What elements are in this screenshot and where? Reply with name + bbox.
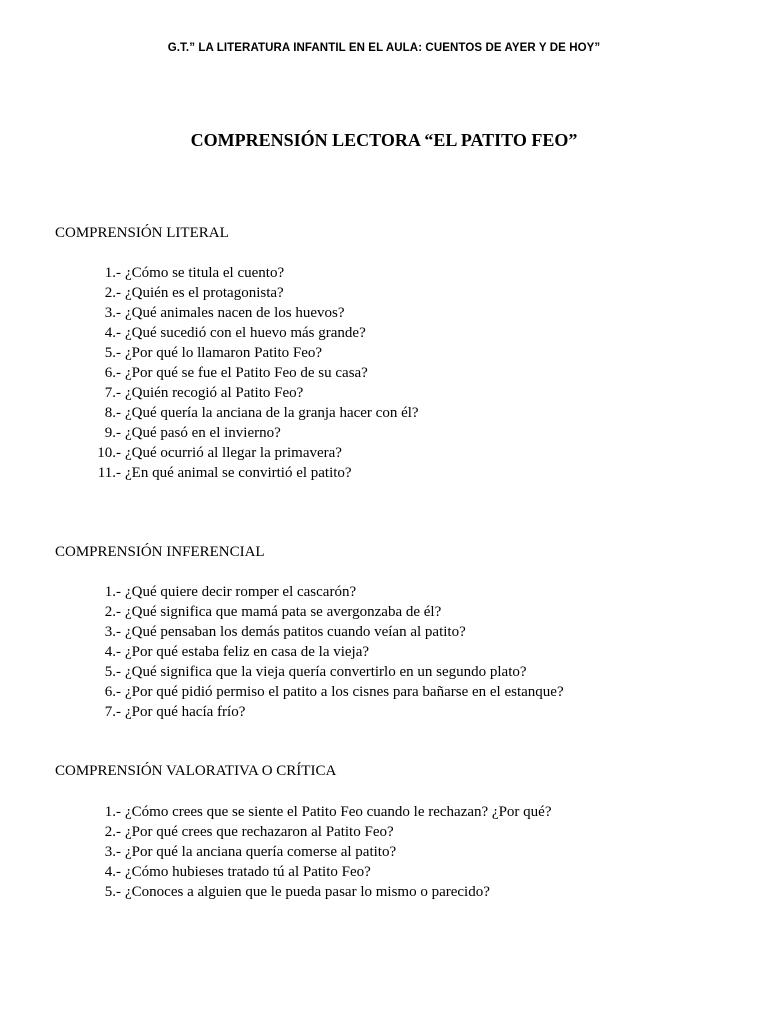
question-number: 7.- — [104, 704, 121, 720]
question-text: ¿Por qué pidió permiso el patito a los cisnes para bañarse en el estanque? — [125, 684, 564, 700]
question-number: 3.- — [104, 624, 121, 640]
question-number: 5.- — [104, 345, 121, 361]
question-number: 2.- — [104, 285, 121, 301]
question-number: 1.- — [104, 265, 121, 281]
question-number: 7.- — [104, 385, 121, 401]
section-heading-literal: COMPRENSIÓN LITERAL — [55, 225, 229, 241]
question-text: ¿Qué pasó en el invierno? — [125, 425, 281, 441]
question-number: 8.- — [104, 405, 121, 421]
question-number: 10.- — [97, 445, 121, 461]
question-text: ¿Por qué se fue el Patito Feo de su casa? — [125, 365, 368, 381]
question-number: 6.- — [104, 365, 121, 381]
question-number: 5.- — [104, 664, 121, 680]
question-number: 4.- — [104, 325, 121, 341]
question-number: 5.- — [104, 884, 121, 900]
question-text: ¿Por qué la anciana quería comerse al patito? — [125, 844, 397, 860]
question-text: ¿Qué significa que la vieja quería convertirlo en un segundo plato? — [125, 664, 527, 680]
question-text: ¿Conoces a alguien que le pueda pasar lo mismo o parecido? — [125, 884, 490, 900]
question-text: ¿Qué significa que mamá pata se avergonzaba de él? — [125, 604, 442, 620]
question-number: 9.- — [104, 425, 121, 441]
question-text: ¿Por qué estaba feliz en casa de la vieja? — [125, 644, 370, 660]
section-heading-valorativa: COMPRENSIÓN VALORATIVA O CRÍTICA — [55, 763, 337, 779]
question-text: ¿Qué quería la anciana de la granja hacer con él? — [125, 405, 419, 421]
question-text: ¿Por qué crees que rechazaron al Patito Feo? — [125, 824, 394, 840]
question-text: ¿Por qué lo llamaron Patito Feo? — [125, 345, 323, 361]
page-title: COMPRENSIÓN LECTORA “EL PATITO FEO” — [190, 130, 578, 150]
question-text: ¿En qué animal se convirtió el patito? — [125, 465, 352, 481]
question-number: 11.- — [97, 465, 121, 481]
question-text: ¿Qué pensaban los demás patitos cuando veían al patito? — [125, 624, 466, 640]
question-text: ¿Quién es el protagonista? — [125, 285, 284, 301]
question-text: ¿Qué ocurrió al llegar la primavera? — [125, 445, 342, 461]
question-number: 4.- — [104, 864, 121, 880]
question-number: 2.- — [104, 824, 121, 840]
question-text: ¿Cómo hubieses tratado tú al Patito Feo? — [125, 864, 371, 880]
question-text: ¿Qué sucedió con el huevo más grande? — [125, 325, 366, 341]
question-number: 6.- — [104, 684, 121, 700]
question-number: 3.- — [104, 305, 121, 321]
question-text: ¿Qué quiere decir romper el cascarón? — [125, 584, 357, 600]
question-text: ¿Por qué hacía frío? — [125, 704, 246, 720]
question-text: ¿Qué animales nacen de los huevos? — [125, 305, 345, 321]
question-text: ¿Cómo crees que se siente el Patito Feo cuando le rechazan? ¿Por qué? — [125, 804, 552, 820]
section-heading-inferencial: COMPRENSIÓN INFERENCIAL — [55, 544, 265, 560]
question-number: 1.- — [104, 804, 121, 820]
question-number: 4.- — [104, 644, 121, 660]
question-text: ¿Cómo se titula el cuento? — [125, 265, 285, 281]
question-text: ¿Quién recogió al Patito Feo? — [125, 385, 304, 401]
question-number: 3.- — [104, 844, 121, 860]
document-header: G.T.” LA LITERATURA INFANTIL EN EL AULA: CUENTOS DE AYER Y DE HOY” — [167, 42, 601, 54]
question-number: 2.- — [104, 604, 121, 620]
question-number: 1.- — [104, 584, 121, 600]
